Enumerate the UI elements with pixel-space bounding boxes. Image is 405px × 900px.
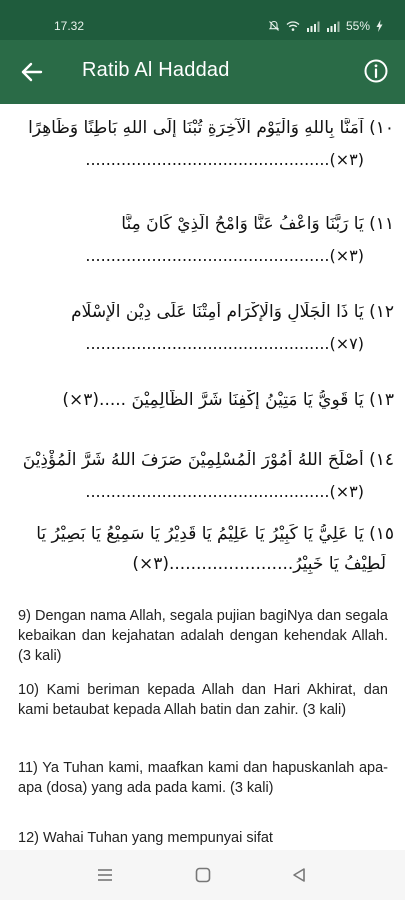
- verse-block: [12, 118, 394, 169]
- arabic-line: (٣×)................................................: [85, 482, 364, 501]
- arabic-line: لَطِيْفُ يَا خَبِيْرُ.......................(٣×): [132, 554, 386, 574]
- signal-icon-1: [306, 21, 320, 32]
- arabic-line: ١٢) يَا ذَا الْجَلَالِ وَالْإِكْرَامِ أَمِتْنَا عَلَى دِيْنِ الْإِسْلَامِ: [71, 302, 394, 322]
- nav-back-button[interactable]: [290, 866, 308, 888]
- verse-block: [12, 302, 394, 353]
- arrow-left-icon: [18, 58, 46, 86]
- battery-text: 55%: [345, 19, 370, 33]
- home-icon: [194, 866, 212, 884]
- arabic-line: ١٣) يَا قَوِيُّ يَا مَتِيْنُ إِكْفِنَا شَرَّ الظَّالِمِيْنَ .....(٣×): [62, 390, 394, 410]
- verse-block: [12, 450, 394, 501]
- signal-icon-2: [326, 21, 340, 32]
- status-time: 17.32: [54, 19, 85, 33]
- back-button[interactable]: [18, 58, 46, 86]
- translation-paragraph: 10) Kami beriman kepada Allah dan Hari Akhirat, dan kami betaubat kepada Allah batin dan zahir. (3 kali): [18, 682, 388, 718]
- translation-paragraph: 12) Wahai Tuhan yang mempunyai sifat: [18, 830, 273, 846]
- nav-back-icon: [290, 866, 308, 884]
- verse-block: [12, 214, 394, 265]
- verse-block: [12, 524, 394, 574]
- arabic-line: (٧×)................................................: [85, 334, 364, 353]
- arabic-line: (٣×)................................................: [85, 246, 364, 265]
- translation-paragraph: 11) Ya Tuhan kami, maafkan kami dan hapuskanlah apa-apa (dosa) yang ada pada kami. (3 kali): [18, 760, 388, 796]
- info-button[interactable]: [363, 58, 389, 84]
- status-bar: [0, 0, 405, 40]
- arabic-line: ١٥) يَا عَلِيُّ يَا كَبِيْرُ يَا عَلِيْمُ يَا قَدِيْرُ يَا سَمِيْعُ يَا بَصِيْرُ يَا: [36, 524, 394, 544]
- content-area[interactable]: [0, 104, 405, 850]
- translation-paragraph: 9) Dengan nama Allah, segala pujian bagiNya dan segala kebaikan dan kejahatan adalah dengan kehendak Allah. (3 kali): [18, 608, 388, 664]
- home-button[interactable]: [194, 866, 212, 888]
- mute-icon: [268, 20, 280, 32]
- navigation-bar: [0, 850, 405, 900]
- arabic-line: (٣×)................................................: [85, 150, 364, 169]
- recents-icon: [96, 866, 114, 884]
- arabic-line: ١١) يَا رَبَّنَا وَاعْفُ عَنَّا وَامْحُ الَّذِيْ كَانَ مِنَّا: [121, 214, 394, 234]
- wifi-icon: [286, 20, 300, 32]
- app-bar: [0, 40, 405, 104]
- status-icons: [268, 19, 383, 33]
- arabic-line: ١٤) أَصْلَحَ اللهُ أُمُوْرَ الْمُسْلِمِيْنَ صَرَفَ اللهُ شَرَّ الْمُؤْذِيْنَ: [22, 450, 394, 470]
- arabic-line: ١٠) آمَنَّا بِاللهِ وَالْيَوْمِ الْآخِرَةِ تُبْنَا إِلَى اللهِ بَاطِنًا وَظَاهِرًا: [28, 118, 394, 138]
- recents-button[interactable]: [96, 866, 114, 888]
- page-title: Ratib Al Haddad: [82, 59, 230, 81]
- charging-icon: [376, 20, 383, 32]
- verse-block: [12, 390, 394, 410]
- info-icon: [363, 58, 389, 84]
